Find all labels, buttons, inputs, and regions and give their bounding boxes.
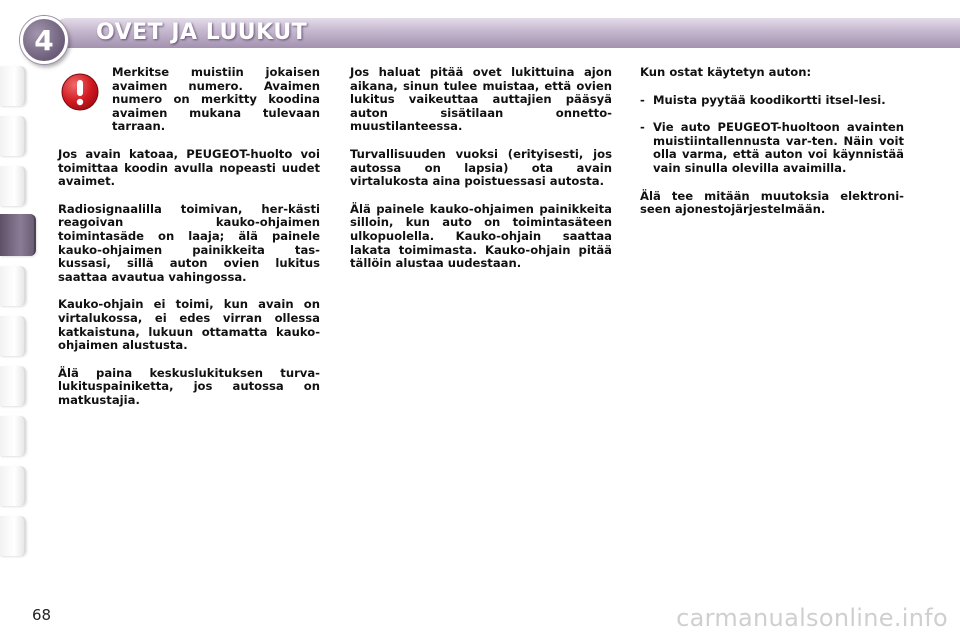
- deadlock-paragraph: Älä paina keskuslukituksen turva-lukituspainiketta, jos autossa on matkustajia.: [58, 365, 320, 407]
- column-1: [58, 66, 320, 421]
- chapter-tab-4-active[interactable]: [0, 214, 36, 256]
- lost-key-paragraph: Jos avain katoaa, PEUGEOT-huolto voi toimittaa koodin avulla nopeasti uudet avaimet.: [58, 146, 320, 189]
- remote-ignition-paragraph: Kauko-ohjain ei toimi, kun avain on virtalukossa, ei edes virran ollessa katkaistuna, lukuun ottamatta kauko-ohjaimen alustusta.: [58, 297, 320, 353]
- used-car-heading: Kun ostat käytetyn auton:: [640, 65, 812, 79]
- page-title: OVET JA LUUKUT: [96, 20, 308, 45]
- chapter-tab-3[interactable]: [0, 166, 26, 206]
- chapter-tab-7[interactable]: [0, 366, 26, 406]
- chapter-tab-9[interactable]: [0, 466, 26, 506]
- chapter-number-badge: [20, 16, 68, 64]
- immobiliser-paragraph: Älä tee mitään muutoksia elektroni-seen ajonestojärjestelmään.: [640, 188, 904, 217]
- used-car-item-1: [640, 94, 904, 108]
- key-number-note: Merkitse muistiin jokaisen avaimen numero. Avaimen numero on merkitty koodina avaimen mukana tulevaan tarraan.: [112, 65, 320, 134]
- used-car-item-1-text: Muista pyytää koodikortti itsel-lesi.: [653, 92, 886, 107]
- list-dash: -: [640, 92, 645, 107]
- used-car-item-2-text: Vie auto PEUGEOT-huoltoon avainten muistiintallennusta var-ten. Näin voit olla varma, että auton voi käynnistää vain sinulla olevilla avaimilla.: [653, 120, 904, 175]
- remote-range-paragraph: Radiosignaalilla toimivan, her-kästi reagoivan kauko-ohjaimen toimintasäde on laaja; älä painele kauko-ohjaimen painikkeita tas-kussasi, sillä auton ovien lukitus saattaa avautua vahingossa.: [58, 201, 320, 284]
- chapter-number: 4: [34, 23, 54, 57]
- chapter-tab-6[interactable]: [0, 316, 26, 356]
- chapter-tab-10[interactable]: [0, 516, 26, 556]
- chapter-tab-8[interactable]: [0, 416, 26, 456]
- column-2: [350, 66, 612, 285]
- children-safety-paragraph: Turvallisuuden vuoksi (erityisesti, jos autossa on lapsia) ota avain virtalukosta aina poistuessasi autosta.: [350, 146, 612, 189]
- chapter-tab-2[interactable]: [0, 116, 26, 156]
- side-chapter-tabs: [0, 66, 34, 576]
- page-number: 68: [32, 606, 52, 624]
- locked-driving-paragraph: Jos haluat pitää ovet lukittuina ajon aikana, sinun tulee muistaa, että ovien lukitus vaikeuttaa auttajien pääsyä auton sisätilaan onnetto-muustilanteessa.: [350, 65, 612, 134]
- chapter-tab-5[interactable]: [0, 266, 26, 306]
- out-of-range-paragraph: Älä painele kauko-ohjaimen painikkeita silloin, kun auto on toimintasäteen ulkopuolella. Kauko-ohjain saattaa lakata toimimasta. Kauko-ohjain pitää tällöin alustaa uudestaan.: [350, 201, 612, 271]
- used-car-item-2: [640, 121, 904, 175]
- list-dash: -: [640, 120, 645, 135]
- column-3: [640, 66, 904, 231]
- chapter-tab-1[interactable]: [0, 66, 26, 106]
- watermark: carmanualsonline.info: [676, 604, 948, 632]
